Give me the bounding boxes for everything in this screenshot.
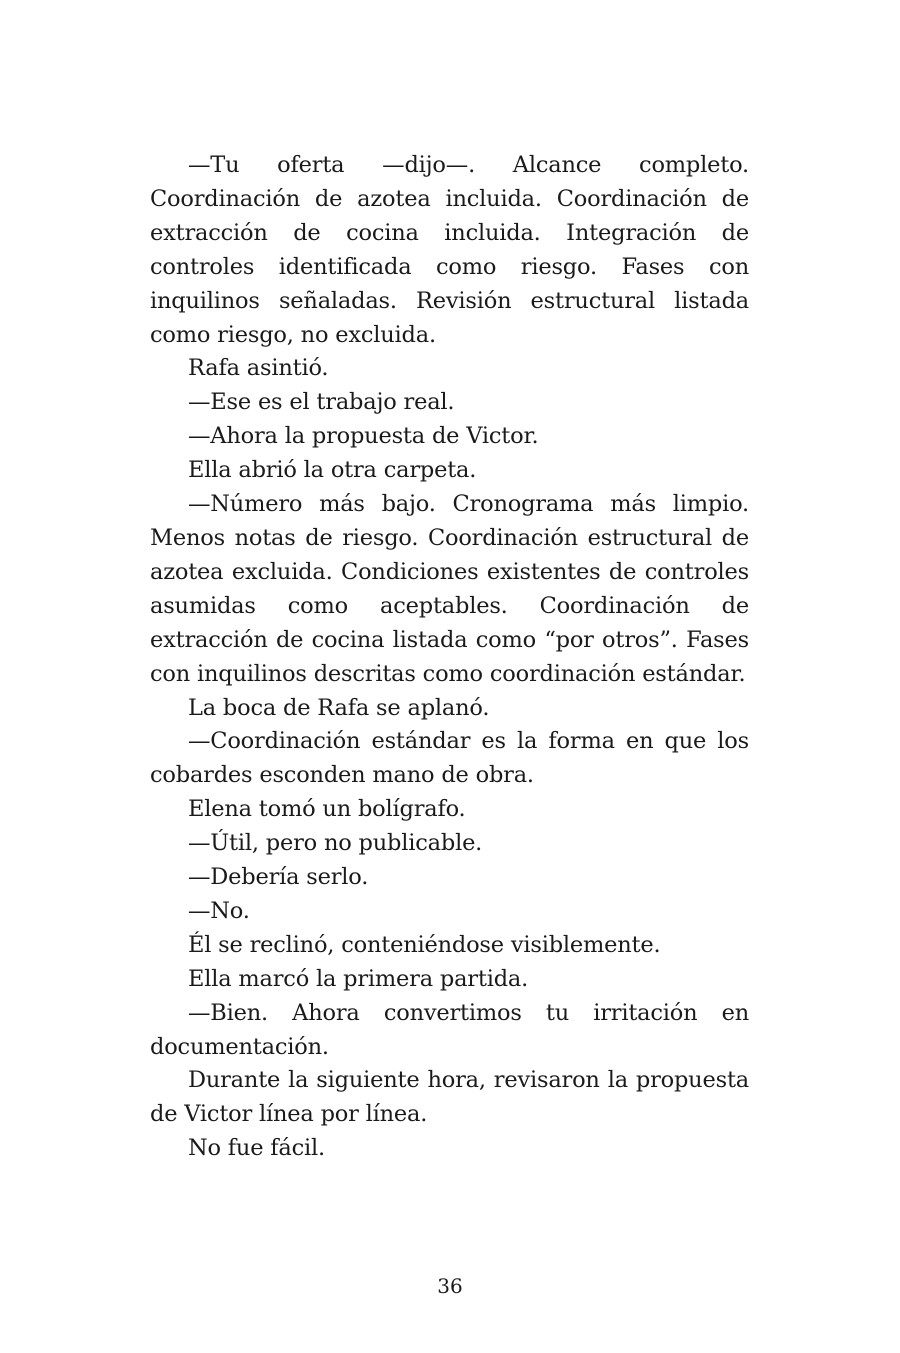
paragraph: Ella marcó la primera partida. bbox=[188, 965, 529, 992]
paragraph: —Debería serlo. bbox=[188, 864, 369, 891]
paragraph: —Coordinación estándar es la forma en que los cobardes esconden mano de obra. bbox=[150, 728, 749, 789]
page-body bbox=[150, 149, 749, 1166]
paragraph: La boca de Rafa se aplanó. bbox=[188, 694, 490, 721]
page-number: 36 bbox=[437, 1274, 463, 1298]
paragraph: Ella abrió la otra carpeta. bbox=[188, 457, 477, 484]
paragraph: —Bien. Ahora convertimos tu irritación en documentación. bbox=[150, 999, 749, 1060]
paragraph: No fue fácil. bbox=[188, 1135, 325, 1162]
paragraph: —Tu oferta —dijo—. Alcance completo. Coordinación de azotea incluida. Coordinación de extracción de cocina incluida. Integración de controles identificada como riesgo. Fases con inquilinos señaladas. Revisión estructural listada como riesgo, no excluida. bbox=[150, 152, 749, 348]
paragraph: Rafa asintió. bbox=[188, 355, 329, 382]
paragraph: Él se reclinó, conteniéndose visiblemente. bbox=[188, 931, 661, 958]
paragraph: Elena tomó un bolígrafo. bbox=[188, 796, 466, 823]
paragraph: —Ese es el trabajo real. bbox=[188, 389, 455, 416]
paragraph: —Ahora la propuesta de Victor. bbox=[188, 423, 539, 450]
paragraph: Durante la siguiente hora, revisaron la propuesta de Victor línea por línea. bbox=[150, 1067, 749, 1128]
paragraph: —Útil, pero no publicable. bbox=[188, 830, 483, 857]
paragraph: —No. bbox=[188, 897, 250, 924]
paragraph: —Número más bajo. Cronograma más limpio. Menos notas de riesgo. Coordinación estructural de azotea excluida. Condiciones existentes de controles asumidas como aceptables. Coordinación de extracción de cocina listada como “por otros”. Fases con inquilinos descritas como coordinación estándar. bbox=[150, 491, 749, 687]
